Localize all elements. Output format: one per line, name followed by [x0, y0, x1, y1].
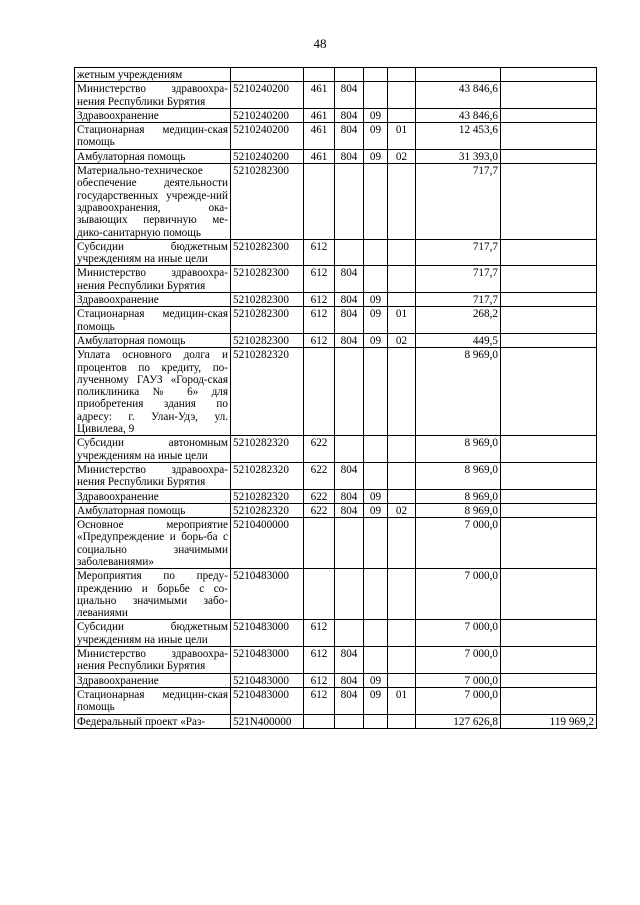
cell-subsection-2: 02: [388, 333, 416, 347]
cell-section: [335, 518, 364, 569]
cell-code: 5210282320: [231, 462, 304, 489]
cell-amount-1: 43 846,6: [416, 82, 501, 109]
cell-subsection-2: [388, 462, 416, 489]
cell-subsection-2: [388, 293, 416, 307]
cell-subsection-2: 01: [388, 687, 416, 714]
cell-expense-type: 612: [304, 620, 335, 647]
table-row: [75, 673, 597, 687]
page-number: 48: [313, 36, 327, 51]
cell-name: Уплата основного долга и процентов по кредиту, по-лученному ГАУЗ «Город-ская поликлиника № 6» для приобретения здания по адресу: г. Улан-Удэ, ул. Цивилева, 9: [75, 348, 231, 436]
cell-subsection-2: [388, 569, 416, 620]
table-row: [75, 293, 597, 307]
cell-subsection: [364, 239, 388, 266]
cell-subsection-2: [388, 68, 416, 82]
cell-name: Материально-техническое обеспечение деятельности государственных учрежде-ний здравоохранения, ока-зывающих первичную ме-дико-санитарную помощь: [75, 164, 231, 240]
cell-section: 804: [335, 307, 364, 334]
cell-amount-2: [501, 569, 597, 620]
cell-section: [335, 620, 364, 647]
cell-code: 5210282300: [231, 266, 304, 293]
cell-amount-1: [416, 68, 501, 82]
cell-amount-2: [501, 164, 597, 240]
cell-name: Стационарная медицин-ская помощь: [75, 687, 231, 714]
cell-code: 5210400000: [231, 518, 304, 569]
cell-section: 804: [335, 108, 364, 122]
cell-amount-2: [501, 503, 597, 517]
cell-section: [335, 239, 364, 266]
table-row: [75, 569, 597, 620]
cell-code: 5210282320: [231, 489, 304, 503]
cell-amount-2: [501, 68, 597, 82]
cell-expense-type: 461: [304, 123, 335, 150]
table-row: [75, 82, 597, 109]
cell-expense-type: [304, 569, 335, 620]
cell-amount-2: [501, 462, 597, 489]
cell-amount-2: [501, 82, 597, 109]
cell-section: 804: [335, 673, 364, 687]
cell-name: Амбулаторная помощь: [75, 333, 231, 347]
cell-section: 804: [335, 333, 364, 347]
cell-name: Субсидии бюджетным учреждениям на иные цели: [75, 620, 231, 647]
cell-expense-type: [304, 518, 335, 569]
cell-section: 804: [335, 489, 364, 503]
cell-name: Стационарная медицин-ская помощь: [75, 307, 231, 334]
cell-amount-1: 7 000,0: [416, 687, 501, 714]
cell-subsection: [364, 620, 388, 647]
cell-expense-type: 612: [304, 647, 335, 674]
cell-section: [335, 164, 364, 240]
cell-subsection: [364, 714, 388, 728]
cell-code: 5210483000: [231, 647, 304, 674]
cell-amount-1: 7 000,0: [416, 673, 501, 687]
cell-subsection: 09: [364, 687, 388, 714]
cell-expense-type: 622: [304, 436, 335, 463]
cell-name: Основное мероприятие «Предупреждение и борь-ба с социально значимыми заболеваниями»: [75, 518, 231, 569]
cell-name: Амбулаторная помощь: [75, 149, 231, 163]
cell-name: Здравоохранение: [75, 673, 231, 687]
table-row: [75, 307, 597, 334]
cell-subsection: [364, 518, 388, 569]
cell-expense-type: 622: [304, 503, 335, 517]
cell-subsection: [364, 436, 388, 463]
cell-code: 5210483000: [231, 569, 304, 620]
cell-subsection-2: 01: [388, 123, 416, 150]
cell-amount-2: [501, 108, 597, 122]
cell-subsection-2: 02: [388, 149, 416, 163]
cell-section: 804: [335, 647, 364, 674]
cell-amount-1: 268,2: [416, 307, 501, 334]
cell-expense-type: 612: [304, 307, 335, 334]
table-row: [75, 489, 597, 503]
table-row: [75, 239, 597, 266]
cell-expense-type: [304, 348, 335, 436]
cell-amount-1: 12 453,6: [416, 123, 501, 150]
cell-code: 5210282300: [231, 164, 304, 240]
cell-amount-1: 43 846,6: [416, 108, 501, 122]
cell-subsection-2: [388, 673, 416, 687]
table-row: [75, 123, 597, 150]
cell-subsection-2: [388, 518, 416, 569]
cell-expense-type: 461: [304, 149, 335, 163]
cell-subsection: 09: [364, 673, 388, 687]
cell-amount-2: [501, 333, 597, 347]
cell-subsection: 09: [364, 333, 388, 347]
cell-expense-type: 622: [304, 462, 335, 489]
cell-code: 5210282300: [231, 333, 304, 347]
cell-code: 5210282300: [231, 239, 304, 266]
cell-name: Субсидии автономным учреждениям на иные цели: [75, 436, 231, 463]
cell-subsection: [364, 164, 388, 240]
cell-amount-1: 8 969,0: [416, 436, 501, 463]
cell-amount-2: [501, 266, 597, 293]
cell-section: 804: [335, 462, 364, 489]
cell-code: 5210282320: [231, 503, 304, 517]
cell-amount-1: 717,7: [416, 239, 501, 266]
cell-amount-2: [501, 123, 597, 150]
cell-amount-2: [501, 348, 597, 436]
cell-subsection-2: [388, 82, 416, 109]
table-row: [75, 436, 597, 463]
cell-subsection: [364, 266, 388, 293]
cell-subsection: 09: [364, 108, 388, 122]
cell-expense-type: 612: [304, 687, 335, 714]
cell-expense-type: [304, 68, 335, 82]
budget-table: [74, 67, 597, 729]
cell-name: жетным учреждениям: [75, 68, 231, 82]
cell-subsection-2: [388, 108, 416, 122]
cell-code: 5210282320: [231, 348, 304, 436]
cell-name: Министерство здравоохра-нения Республики Бурятия: [75, 647, 231, 674]
cell-amount-2: [501, 436, 597, 463]
cell-section: [335, 714, 364, 728]
cell-section: 804: [335, 123, 364, 150]
cell-amount-2: [501, 673, 597, 687]
cell-subsection: 09: [364, 123, 388, 150]
cell-amount-2: [501, 647, 597, 674]
cell-subsection: 09: [364, 489, 388, 503]
cell-amount-1: 7 000,0: [416, 569, 501, 620]
cell-expense-type: 612: [304, 293, 335, 307]
table-row: [75, 108, 597, 122]
cell-subsection-2: [388, 620, 416, 647]
cell-section: [335, 68, 364, 82]
cell-subsection: [364, 68, 388, 82]
table-row: [75, 348, 597, 436]
cell-code: 5210483000: [231, 620, 304, 647]
cell-subsection: [364, 569, 388, 620]
table-row: [75, 714, 597, 728]
cell-amount-1: 8 969,0: [416, 503, 501, 517]
cell-name: Министерство здравоохра-нения Республики Бурятия: [75, 462, 231, 489]
cell-subsection-2: 01: [388, 307, 416, 334]
cell-expense-type: [304, 164, 335, 240]
cell-name: Здравоохранение: [75, 293, 231, 307]
cell-amount-2: [501, 687, 597, 714]
cell-subsection-2: 02: [388, 503, 416, 517]
cell-subsection-2: [388, 436, 416, 463]
cell-expense-type: 612: [304, 333, 335, 347]
table-row: [75, 149, 597, 163]
cell-expense-type: 612: [304, 239, 335, 266]
cell-amount-1: 717,7: [416, 164, 501, 240]
cell-code: 5210282300: [231, 293, 304, 307]
cell-amount-1: 127 626,8: [416, 714, 501, 728]
cell-code: 5210483000: [231, 673, 304, 687]
cell-name: Здравоохранение: [75, 489, 231, 503]
cell-amount-1: 8 969,0: [416, 348, 501, 436]
cell-amount-2: [501, 307, 597, 334]
cell-subsection: [364, 647, 388, 674]
cell-amount-2: [501, 518, 597, 569]
cell-subsection-2: [388, 714, 416, 728]
cell-code: 5210240200: [231, 82, 304, 109]
cell-code: 5210240200: [231, 149, 304, 163]
cell-code: 5210483000: [231, 687, 304, 714]
cell-code: 5210240200: [231, 108, 304, 122]
cell-code: 521N400000: [231, 714, 304, 728]
cell-section: [335, 436, 364, 463]
cell-amount-1: 7 000,0: [416, 518, 501, 569]
cell-amount-1: 717,7: [416, 293, 501, 307]
cell-amount-1: 8 969,0: [416, 489, 501, 503]
cell-name: Амбулаторная помощь: [75, 503, 231, 517]
table-row: [75, 333, 597, 347]
cell-name: Федеральный проект «Раз-: [75, 714, 231, 728]
cell-amount-1: 449,5: [416, 333, 501, 347]
table-body: [75, 68, 597, 729]
cell-expense-type: 461: [304, 108, 335, 122]
cell-code: 5210282320: [231, 436, 304, 463]
cell-section: 804: [335, 503, 364, 517]
table-row: [75, 462, 597, 489]
cell-amount-2: [501, 293, 597, 307]
cell-expense-type: 461: [304, 82, 335, 109]
cell-subsection-2: [388, 647, 416, 674]
cell-section: 804: [335, 82, 364, 109]
cell-name: Министерство здравоохра-нения Республики Бурятия: [75, 266, 231, 293]
table-row: [75, 647, 597, 674]
cell-subsection-2: [388, 266, 416, 293]
cell-code: 5210240200: [231, 123, 304, 150]
table-row: [75, 518, 597, 569]
cell-name: Министерство здравоохра-нения Республики Бурятия: [75, 82, 231, 109]
cell-subsection: [364, 82, 388, 109]
cell-subsection-2: [388, 239, 416, 266]
cell-amount-1: 31 393,0: [416, 149, 501, 163]
cell-amount-1: 717,7: [416, 266, 501, 293]
cell-code: [231, 68, 304, 82]
cell-subsection: [364, 348, 388, 436]
cell-subsection-2: [388, 348, 416, 436]
cell-expense-type: 612: [304, 673, 335, 687]
cell-section: 804: [335, 293, 364, 307]
cell-subsection: 09: [364, 307, 388, 334]
cell-amount-1: 7 000,0: [416, 647, 501, 674]
table-row: [75, 266, 597, 293]
cell-amount-2: [501, 620, 597, 647]
cell-amount-1: 7 000,0: [416, 620, 501, 647]
cell-name: Стационарная медицин-ская помощь: [75, 123, 231, 150]
cell-subsection-2: [388, 164, 416, 240]
cell-subsection: 09: [364, 503, 388, 517]
cell-amount-2: [501, 149, 597, 163]
table-row: [75, 620, 597, 647]
table-row: [75, 164, 597, 240]
cell-section: 804: [335, 149, 364, 163]
table-row: [75, 503, 597, 517]
cell-section: 804: [335, 687, 364, 714]
cell-amount-2: [501, 489, 597, 503]
cell-name: Мероприятия по преду-преждению и борьбе с со-циально значимыми забо-леваниями: [75, 569, 231, 620]
cell-code: 5210282300: [231, 307, 304, 334]
table-row: [75, 687, 597, 714]
cell-section: 804: [335, 266, 364, 293]
cell-expense-type: [304, 714, 335, 728]
cell-subsection: 09: [364, 293, 388, 307]
table-row: [75, 68, 597, 82]
cell-amount-2: 119 969,2: [501, 714, 597, 728]
cell-expense-type: 612: [304, 266, 335, 293]
cell-section: [335, 569, 364, 620]
cell-subsection: 09: [364, 149, 388, 163]
cell-subsection-2: [388, 489, 416, 503]
cell-expense-type: 622: [304, 489, 335, 503]
cell-section: [335, 348, 364, 436]
cell-name: Субсидии бюджетным учреждениям на иные цели: [75, 239, 231, 266]
cell-amount-1: 8 969,0: [416, 462, 501, 489]
cell-name: Здравоохранение: [75, 108, 231, 122]
cell-subsection: [364, 462, 388, 489]
cell-amount-2: [501, 239, 597, 266]
